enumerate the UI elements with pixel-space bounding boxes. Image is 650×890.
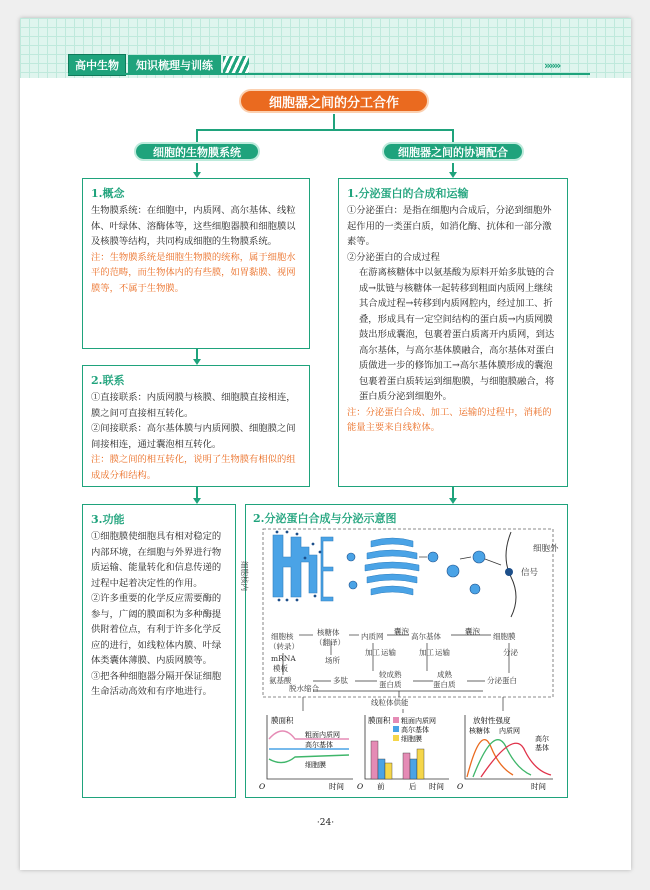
flow-process-1: 加工 [365,648,380,657]
graph3-ylabel: 放射性强度 [473,716,511,725]
relation-box [82,365,310,487]
flow-process-2: 加工 [419,648,434,657]
connector [196,129,454,131]
flow-peptide: 多肽 [333,676,348,685]
function-item-1: ①细胞膜使细胞具有相对稳定的内部环境，在细胞与外界进行物质运输、能量转化和信息传递的过程中起着决定性的作用。 [91,531,222,589]
graph2-after: 后 [409,782,417,791]
graph2-bar-golgi-after [410,759,417,779]
stripe-decoration [223,56,249,74]
golgi-apparatus-icon [365,538,419,595]
flow-er: 内质网 [361,632,384,641]
connector [196,129,198,143]
function-item-2: ②许多重要的化学反应需要酶的参与，广阔的膜面积为多种酶提供附着位点，有利于许多化学反应的进行，如线粒体内膜、叶绿体类囊体薄膜、内质网膜等。 [91,593,222,666]
graph-radioactivity [457,715,553,791]
graph2-bar-golgi-before [378,759,385,779]
flow-vesicle-1: 囊泡 [394,627,409,636]
flow-transport-2: 运输 [435,648,450,657]
graph1-legend-membrane: 细胞膜 [305,761,326,769]
flow-transport-1: 运输 [381,648,396,657]
pill-membrane-system: 细胞的生物膜系统 [134,142,260,161]
flow-secreted-protein: 分泌蛋白 [487,676,517,685]
graph2-legend-swatch-membrane [393,735,399,741]
graph2-before: 前 [377,782,385,791]
graph1-legend-er: 粗面内质网 [305,731,340,739]
graph2-legend-membrane: 细胞膜 [401,735,422,743]
chevron-right-icon: »»» [544,59,560,72]
flow-mrna: mRNA [271,654,296,663]
secretion-item-2: 在游离核糖体中以氨基酸为原料开始多肽链的合成→肽链与核糖体一起转移到粗面内质网上继续其合成过程→转移到内质网腔内，经过加工、折叠，形成具有一定空间结构的蛋白质→内质网膜鼓出形成囊泡，包裹着蛋白质离开内质网，到达高尔基体，与高尔基体膜融合，高尔基体对蛋白质做进一步的修饰加工→高尔基体膜形成的囊泡包裹着蛋白质转运到细胞膜，与细胞膜融合，将蛋白质分泌到细胞外。 [359,267,555,402]
graph2-origin: O [357,782,364,791]
series-label: 知识梳理与训练 [128,55,221,75]
graph2-legend-er: 粗面内质网 [401,717,436,725]
flow-mature-protein: 蛋白质 [433,680,456,689]
concept-heading: 1.概念 [91,187,125,200]
relation-note: 注：膜之间的相互转化，说明了生物膜有相似的组成成分和结构。 [91,454,296,481]
concept-box [82,178,310,349]
secretion-item-1: ①分泌蛋白：是指在细胞内合成后，分泌到细胞外起作用的一类蛋白质，如消化酶、抗体和一部分激素等。 [347,205,552,247]
graph3-xlabel: 时间 [531,782,546,791]
flow-mature: 成熟 [437,670,452,679]
secretion-heading: 1.分泌蛋白的合成和运输 [347,187,469,200]
concept-note: 注：生物膜系统是细胞生物膜的统称，属于细胞水平的范畴，而生物体内的有些膜，如胃黏膜、视网膜等，不属于生物膜。 [91,251,296,294]
flow-site: 场所 [325,656,340,665]
graph2-bar-er-after [403,753,410,779]
graph2-legend-swatch-golgi [393,726,399,732]
function-heading: 3.功能 [91,513,125,526]
flow-translation: （翻译） [315,638,345,647]
flow-mitochondria-energy: 线粒体供能 [371,698,409,707]
graph-membrane-area-bar [357,715,449,791]
label-outside: 细胞外 [533,544,559,554]
secretion-diagram [240,527,560,791]
secretion-item-2-title: ②分泌蛋白的合成过程 [347,251,440,263]
connector [452,129,454,143]
graph2-bar-er-before [371,741,378,779]
flow-vesicle-2: 囊泡 [465,627,480,636]
graph2-bar-membrane-after [417,749,424,779]
flow-ribosome: 核糖体 [317,628,340,637]
flow-secrete: 分泌 [503,648,518,657]
endoplasmic-reticulum-icon [273,535,333,601]
secretion-note: 注：分泌蛋白合成、加工、运输的过程中，消耗的能量主要来自线粒体。 [347,406,552,433]
flow-template: 模板 [273,664,288,673]
flow-premature-protein: 蛋白质 [379,680,402,689]
label-signal: 信号 [521,568,539,578]
header-rule [68,73,590,75]
diagram-heading: 2.分泌蛋白合成与分泌示意图 [253,512,397,525]
label-nucleus-inside: 细胞核内 [240,561,249,591]
connector [333,114,335,130]
relation-heading: 2.联系 [91,374,125,387]
relation-item-2: ②间接联系：高尔基体膜与内质网膜、细胞膜之间间接相连，通过囊泡相互转化。 [91,423,296,450]
flow-membrane: 细胞膜 [493,632,516,641]
pill-coordination: 细胞器之间的协调配合 [382,142,524,161]
graph2-legend-golgi: 高尔基体 [401,726,429,734]
function-item-3: ③把各种细胞器分隔开保证细胞生命活动高效和有序地进行。 [91,670,222,697]
page-number: ·24· [316,818,335,828]
graph1-legend-golgi: 高尔基体 [305,741,333,749]
flow-transcription: （转录） [269,642,299,651]
graph1-origin: O [259,782,266,791]
concept-text: 生物膜系统：在细胞中，内质网、高尔基体、线粒体、叶绿体、溶酶体等，这些细胞器膜和细胞膜以及核膜等结构，共同构成细胞的生物膜系统。 [91,205,296,247]
graph2-bar-membrane-before [385,763,392,779]
relation-item-1: ①直接联系：内质网膜与核膜、细胞膜直接相连，膜之间可直接相互转化。 [91,392,296,419]
graph3-origin: O [457,782,464,791]
flow-dehydration: 脱水缩合 [289,684,319,693]
page [20,18,631,870]
secretion-box [338,178,568,487]
flow-amino-acid: 氨基酸 [269,676,292,685]
graph3-legend-golgi: 高尔 [535,735,549,743]
flow-golgi: 高尔基体 [411,632,441,641]
receptor-icon [505,568,513,576]
graph3-legend-golgi-2: 基体 [535,744,549,752]
page-title: 细胞器之间的分工合作 [239,89,429,113]
graph2-legend-swatch-er [393,717,399,723]
subject-label: 高中生物 [68,54,126,76]
graph1-xlabel: 时间 [329,782,344,791]
graph3-legend-er: 内质网 [499,727,520,735]
function-box [82,504,236,798]
flow-nucleus: 细胞核 [271,632,294,641]
diagram-box [240,504,568,798]
flow-premature: 较成熟 [379,670,402,679]
graph2-ylabel: 膜面积 [368,716,391,725]
graph-membrane-area-line [259,715,353,791]
graph3-er-curve [473,740,531,777]
header-tag [68,56,249,74]
graph2-xlabel: 时间 [429,782,444,791]
graph1-ylabel: 膜面积 [271,716,294,725]
graph3-legend-ribosome: 核糖体 [469,727,490,735]
